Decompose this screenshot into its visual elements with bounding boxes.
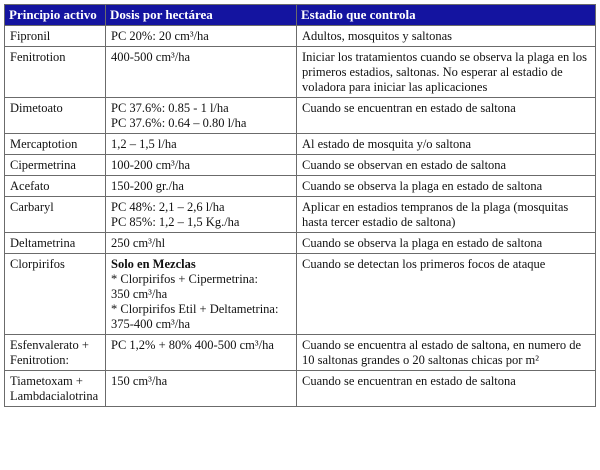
dosis-title: Solo en Mezclas bbox=[111, 257, 196, 271]
table-row bbox=[5, 254, 595, 334]
dosis-line: PC 85%: 1,2 – 1,5 Kg./ha bbox=[111, 215, 240, 229]
cell-dosis bbox=[106, 335, 296, 370]
dosis-line: 150 cm³/ha bbox=[111, 374, 168, 388]
cell-estadio: Cuando se observan en estado de saltona bbox=[297, 155, 595, 175]
table-row bbox=[5, 197, 595, 232]
header-dosis: Dosis por hectárea bbox=[106, 5, 296, 25]
cell-estadio: Aplicar en estadios tempranos de la plaga (mosquitas hasta tercer estadio de saltona) bbox=[297, 197, 595, 232]
cell-estadio: Cuando se encuentran en estado de saltona bbox=[297, 371, 595, 406]
cell-principio: Clorpirifos bbox=[5, 254, 105, 334]
table-row bbox=[5, 134, 595, 154]
cell-dosis bbox=[106, 233, 296, 253]
dosis-line: PC 1,2% + 80% 400-500 cm³/ha bbox=[111, 338, 274, 352]
table-row bbox=[5, 176, 595, 196]
cell-principio: Esfenvalerato + Fenitrotion: bbox=[5, 335, 105, 370]
table-row bbox=[5, 47, 595, 97]
dosis-line: PC 48%: 2,1 – 2,6 l/ha bbox=[111, 200, 225, 214]
table-row bbox=[5, 98, 595, 133]
cell-principio: Dimetoato bbox=[5, 98, 105, 133]
cell-principio: Carbaryl bbox=[5, 197, 105, 232]
cell-estadio: Iniciar los tratamientos cuando se observa la plaga en los primeros estadios, saltonas. No esperar al estadio de voladora para iniciar las aplicaciones bbox=[297, 47, 595, 97]
dosis-line: PC 37.6%: 0.85 - 1 l/ha bbox=[111, 101, 229, 115]
dosis-line: 375-400 cm³/ha bbox=[111, 317, 191, 331]
dosis-line: * Clorpirifos + Cipermetrina: bbox=[111, 272, 258, 286]
cell-estadio: Cuando se encuentran en estado de saltona bbox=[297, 98, 595, 133]
cell-principio: Fipronil bbox=[5, 26, 105, 46]
dosis-line: PC 20%: 20 cm³/ha bbox=[111, 29, 209, 43]
dosis-line: 1,2 – 1,5 l/ha bbox=[111, 137, 177, 151]
cell-principio: Acefato bbox=[5, 176, 105, 196]
cell-dosis bbox=[106, 176, 296, 196]
header-principio-activo: Principio activo bbox=[5, 5, 105, 25]
dosis-line: PC 37.6%: 0.64 – 0.80 l/ha bbox=[111, 116, 247, 130]
cell-estadio: Cuando se detectan los primeros focos de ataque bbox=[297, 254, 595, 334]
dosis-line: 250 cm³/hl bbox=[111, 236, 166, 250]
dosis-line: * Clorpirifos Etil + Deltametrina: bbox=[111, 302, 279, 316]
header-estadio: Estadio que controla bbox=[297, 5, 595, 25]
table-header-row bbox=[5, 5, 595, 25]
table-row bbox=[5, 371, 595, 406]
cell-dosis bbox=[106, 371, 296, 406]
dosis-line: 350 cm³/ha bbox=[111, 287, 168, 301]
cell-estadio: Al estado de mosquita y/o saltona bbox=[297, 134, 595, 154]
dosis-line: 100-200 cm³/ha bbox=[111, 158, 191, 172]
cell-principio: Fenitrotion bbox=[5, 47, 105, 97]
table-row bbox=[5, 26, 595, 46]
cell-principio: Cipermetrina bbox=[5, 155, 105, 175]
cell-dosis bbox=[106, 26, 296, 46]
cell-dosis bbox=[106, 155, 296, 175]
insecticide-dose-table bbox=[4, 4, 596, 407]
document-page bbox=[4, 4, 596, 466]
cell-dosis bbox=[106, 98, 296, 133]
cell-principio: Tiametoxam + Lambdacialotrina bbox=[5, 371, 105, 406]
cell-dosis bbox=[106, 47, 296, 97]
dosis-line: 400-500 cm³/ha bbox=[111, 50, 191, 64]
cell-principio: Mercaptotion bbox=[5, 134, 105, 154]
table-row bbox=[5, 335, 595, 370]
cell-principio: Deltametrina bbox=[5, 233, 105, 253]
cell-estadio: Cuando se observa la plaga en estado de saltona bbox=[297, 233, 595, 253]
table-row bbox=[5, 233, 595, 253]
cell-dosis bbox=[106, 197, 296, 232]
cell-estadio: Cuando se encuentra al estado de saltona, en numero de 10 saltonas grandes o 20 saltonas chicas por m² bbox=[297, 335, 595, 370]
dosis-line: 150-200 gr./ha bbox=[111, 179, 184, 193]
cell-estadio: Adultos, mosquitos y saltonas bbox=[297, 26, 595, 46]
table-row bbox=[5, 155, 595, 175]
cell-dosis bbox=[106, 134, 296, 154]
cell-dosis bbox=[106, 254, 296, 334]
cell-estadio: Cuando se observa la plaga en estado de saltona bbox=[297, 176, 595, 196]
